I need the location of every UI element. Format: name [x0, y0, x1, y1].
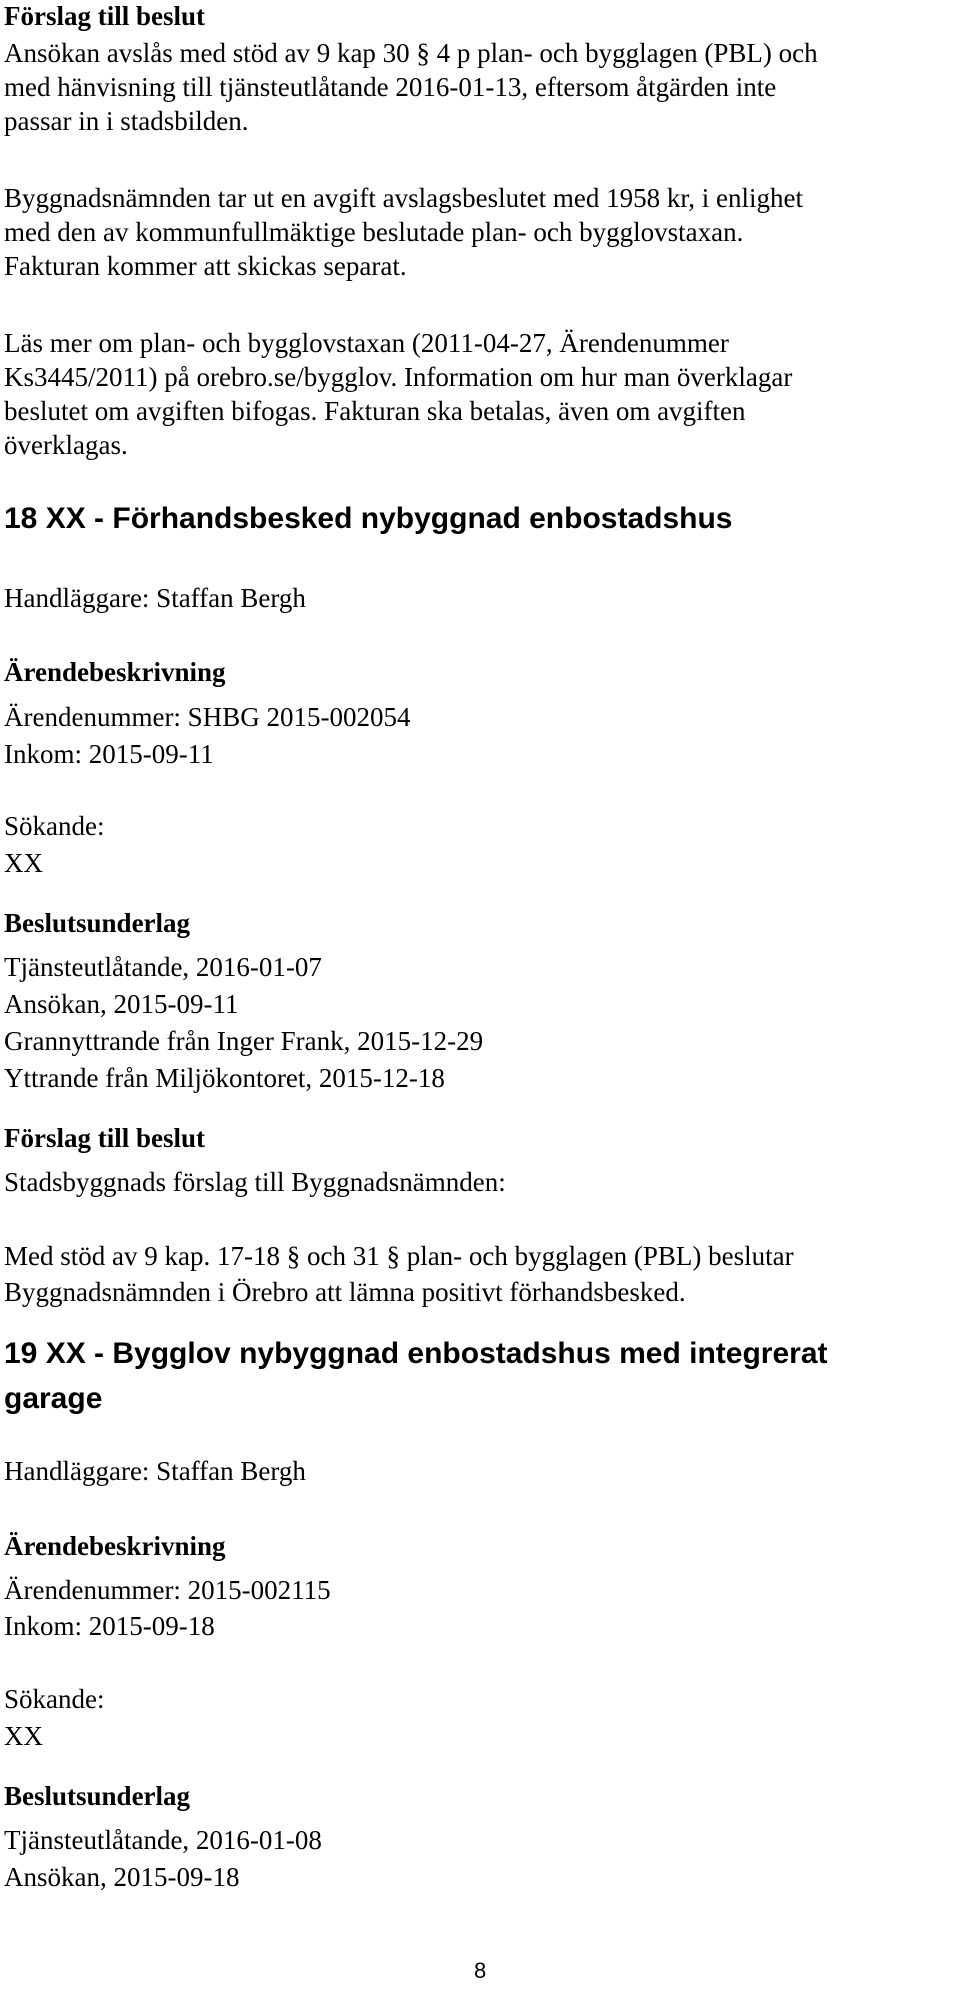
underlag-item: Yttrande från Miljökontoret, 2015-12-18 [4, 1063, 445, 1093]
forslag-text-line: Byggnadsnämnden i Örebro att lämna positivt förhandsbesked. [4, 1277, 686, 1307]
sokande-value: XX [4, 848, 43, 878]
inkom-date: Inkom: 2015-09-11 [4, 739, 214, 769]
page-number: 8 [474, 1958, 487, 1983]
handlaggare: Handläggare: Staffan Bergh [4, 1456, 306, 1486]
paragraph-line: Byggnadsnämnden tar ut en avgift avslagsbeslutet med 1958 kr, i enlighet [4, 183, 803, 213]
sokande-value: XX [4, 1721, 43, 1751]
paragraph-line: Fakturan kommer att skickas separat. [4, 251, 407, 281]
handlaggare: Handläggare: Staffan Bergh [4, 583, 306, 613]
section-19-title: 19 XX - Bygglov nybyggnad enbostadshus med integrerat [4, 1337, 828, 1370]
section-19-title-continued: garage [4, 1382, 103, 1415]
underlag-item: Tjänsteutlåtande, 2016-01-08 [4, 1825, 322, 1855]
underlag-item: Grannyttrande från Inger Frank, 2015-12-29 [4, 1026, 484, 1056]
forslag-intro: Stadsbyggnads förslag till Byggnadsnämnden: [4, 1167, 506, 1197]
paragraph-line: beslutet om avgiften bifogas. Fakturan ska betalas, även om avgiften [4, 396, 746, 426]
forslag-heading: Förslag till beslut [4, 1, 205, 31]
paragraph-line: med hänvisning till tjänsteutlåtande 2016-01-13, eftersom åtgärden inte [4, 72, 777, 102]
paragraph-line: överklagas. [4, 430, 128, 460]
underlag-item: Ansökan, 2015-09-11 [4, 989, 239, 1019]
forslag-text-line: Med stöd av 9 kap. 17-18 § och 31 § plan- och bygglagen (PBL) beslutar [4, 1241, 794, 1271]
arendebeskrivning-heading: Ärendebeskrivning [4, 657, 226, 687]
arendenummer: Ärendenummer: SHBG 2015-002054 [4, 702, 411, 732]
sokande-label: Sökande: [4, 1684, 105, 1714]
paragraph-line: passar in i stadsbilden. [4, 106, 249, 136]
paragraph-line: Läs mer om plan- och bygglovstaxan (2011-04-27, Ärendenummer [4, 328, 729, 358]
beslutsunderlag-heading: Beslutsunderlag [4, 1781, 191, 1811]
arendenummer: Ärendenummer: 2015-002115 [4, 1575, 331, 1605]
sokande-label: Sökande: [4, 811, 105, 841]
paragraph-line: Ansökan avslås med stöd av 9 kap 30 § 4 p plan- och bygglagen (PBL) och [4, 38, 818, 68]
inkom-date: Inkom: 2015-09-18 [4, 1611, 215, 1641]
paragraph-line: Ks3445/2011) på orebro.se/bygglov. Information om hur man överklagar [4, 362, 793, 392]
arendebeskrivning-heading: Ärendebeskrivning [4, 1531, 226, 1561]
paragraph-line: med den av kommunfullmäktige beslutade plan- och bygglovstaxan. [4, 217, 744, 247]
forslag-heading: Förslag till beslut [4, 1123, 205, 1153]
section-18-title: 18 XX - Förhandsbesked nybyggnad enbostadshus [4, 502, 733, 535]
underlag-item: Tjänsteutlåtande, 2016-01-07 [4, 952, 322, 982]
underlag-item: Ansökan, 2015-09-18 [4, 1862, 240, 1892]
beslutsunderlag-heading: Beslutsunderlag [4, 908, 191, 938]
